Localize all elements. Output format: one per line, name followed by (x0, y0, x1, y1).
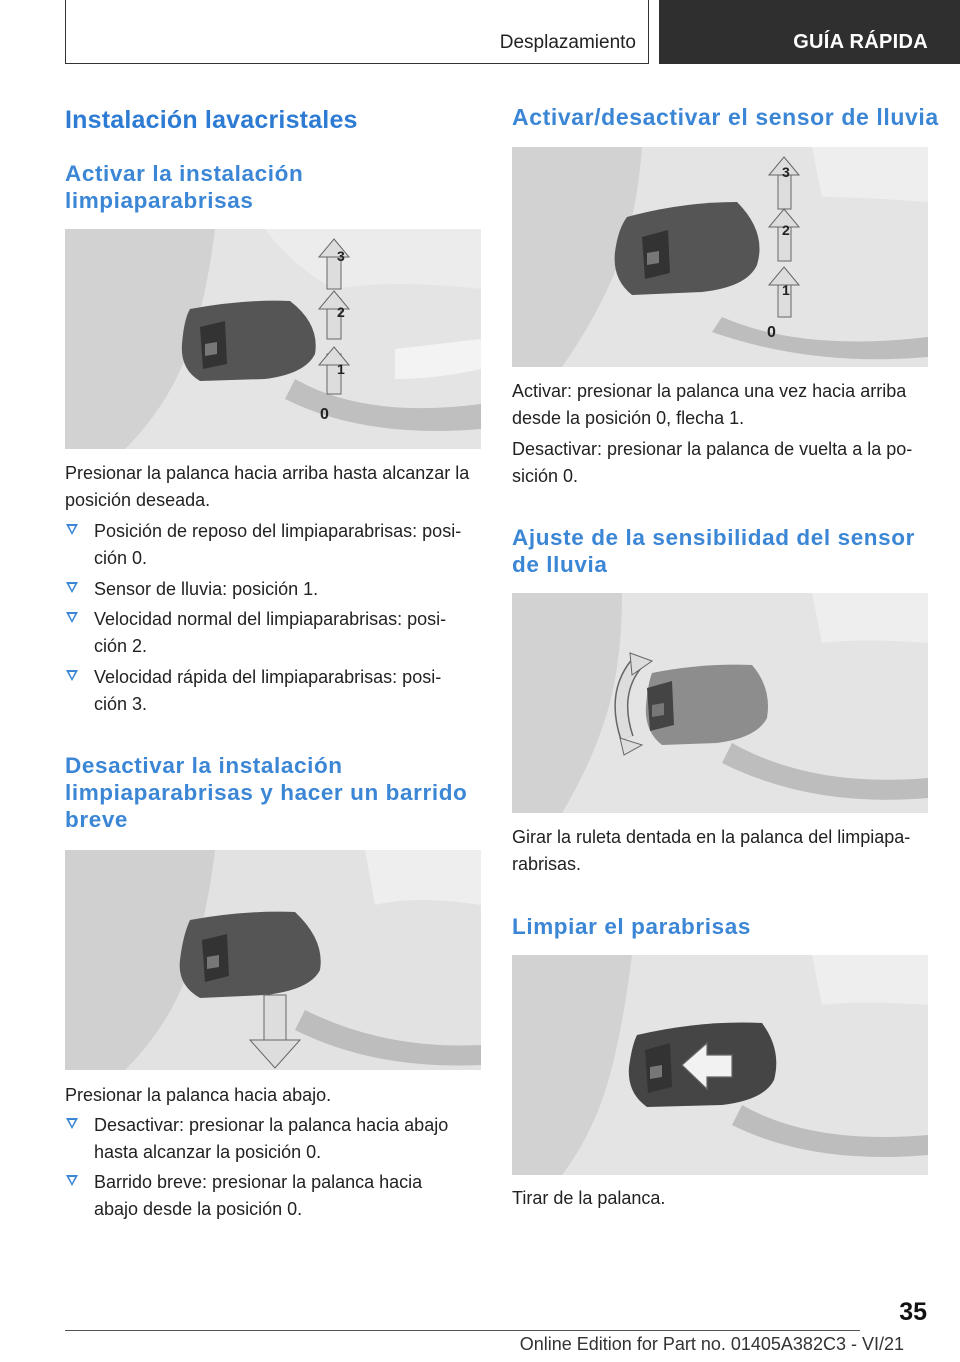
figure-label-3: 3 (337, 248, 345, 264)
header-chapter-label: GUÍA RÁPIDA (793, 31, 928, 53)
text-line: hasta alcanzar la posición 0. (94, 1142, 322, 1162)
text-line: Presionar la palanca hacia arriba hasta alcanzar la (65, 463, 470, 483)
heading-line: breve (65, 807, 129, 832)
page-title: Instalación lavacristales (65, 106, 358, 134)
figure-label-2: 2 (782, 222, 790, 238)
heading-line: Activar la instalación (65, 161, 304, 186)
figure-label-0: 0 (767, 324, 776, 341)
paragraph (512, 436, 928, 490)
footer-edition: Online Edition for Part no. 01405A382C3 - VI/21 (519, 1334, 904, 1354)
list-item (65, 664, 481, 718)
bullet-triangle-icon (66, 1175, 78, 1186)
list-item (65, 1112, 481, 1166)
paragraph (65, 460, 481, 514)
list-item (65, 518, 481, 572)
heading-line: limpiaparabrisas y hacer un barrido (65, 780, 468, 805)
bullet-triangle-icon (66, 1118, 78, 1129)
figure-lever-pull (512, 955, 928, 1175)
page-number: 35 (899, 1298, 927, 1326)
heading-limpiar-parabrisas: Limpiar el parabrisas (512, 914, 751, 939)
heading-line: Ajuste de la sensibilidad del sensor (512, 525, 915, 550)
text-line: Activar: presionar la palanca una vez hacia arriba (512, 381, 907, 401)
heading-desactivar-instalacion (65, 752, 481, 833)
text-line: Desactivar: presionar la palanca hacia abajo (94, 1115, 449, 1135)
text-line: Barrido breve: presionar la palanca hacia (94, 1172, 423, 1192)
paragraph: Presionar la palanca hacia abajo. (65, 1085, 332, 1105)
list-item (65, 576, 481, 603)
text-line: Velocidad rápida del limpiaparabrisas: posi- (94, 667, 442, 687)
heading-line: limpiaparabrisas (65, 188, 254, 213)
figure-label-0: 0 (320, 406, 329, 423)
text-line: ción 0. (94, 548, 148, 568)
heading-sensor-lluvia: Activar/desactivar el sensor de lluvia (512, 104, 939, 130)
text-line: Velocidad normal del limpiaparabrisas: posi- (94, 609, 447, 629)
bullet-triangle-icon (66, 582, 78, 593)
text-line: posición deseada. (65, 490, 211, 510)
text-line: Posición de reposo del limpiaparabrisas: posi- (94, 521, 462, 541)
paragraph (512, 378, 928, 432)
list-item (65, 1169, 481, 1223)
list-item (65, 606, 481, 660)
text-line: Sensor de lluvia: posición 1. (94, 579, 319, 599)
header-section-label: Desplazamiento (499, 32, 636, 53)
figure-label-1: 1 (782, 282, 790, 298)
text-line: ción 3. (94, 694, 148, 714)
text-line: desde la posición 0, flecha 1. (512, 408, 745, 428)
paragraph: Tirar de la palanca. (512, 1188, 666, 1208)
heading-line: Desactivar la instalación (65, 753, 343, 778)
heading-ajuste-sensibilidad (512, 524, 928, 578)
text-line: ción 2. (94, 636, 148, 656)
footer-divider (65, 1330, 860, 1331)
figure-label-3: 3 (782, 164, 790, 180)
header-chapter-tab (659, 0, 960, 64)
text-line: Desactivar: presionar la palanca de vuelta a la po- (512, 439, 913, 459)
text-line: sición 0. (512, 466, 579, 486)
heading-line: de lluvia (512, 552, 608, 577)
text-line: abajo desde la posición 0. (94, 1199, 303, 1219)
figure-label-1: 1 (337, 361, 345, 377)
bullet-triangle-icon (66, 524, 78, 535)
text-line: Girar la ruleta dentada en la palanca del limpiapa- (512, 827, 911, 847)
header-section-tab (65, 0, 649, 64)
heading-activar-instalacion (65, 160, 303, 214)
figure-lever-down (65, 850, 481, 1070)
paragraph (512, 824, 928, 878)
figure-lever-up (65, 229, 481, 449)
text-line: rabrisas. (512, 854, 582, 874)
figure-thumbwheel (512, 593, 928, 813)
bullet-triangle-icon (66, 670, 78, 681)
bullet-triangle-icon (66, 612, 78, 623)
figure-rain-sensor (512, 147, 928, 367)
figure-label-2: 2 (337, 304, 345, 320)
